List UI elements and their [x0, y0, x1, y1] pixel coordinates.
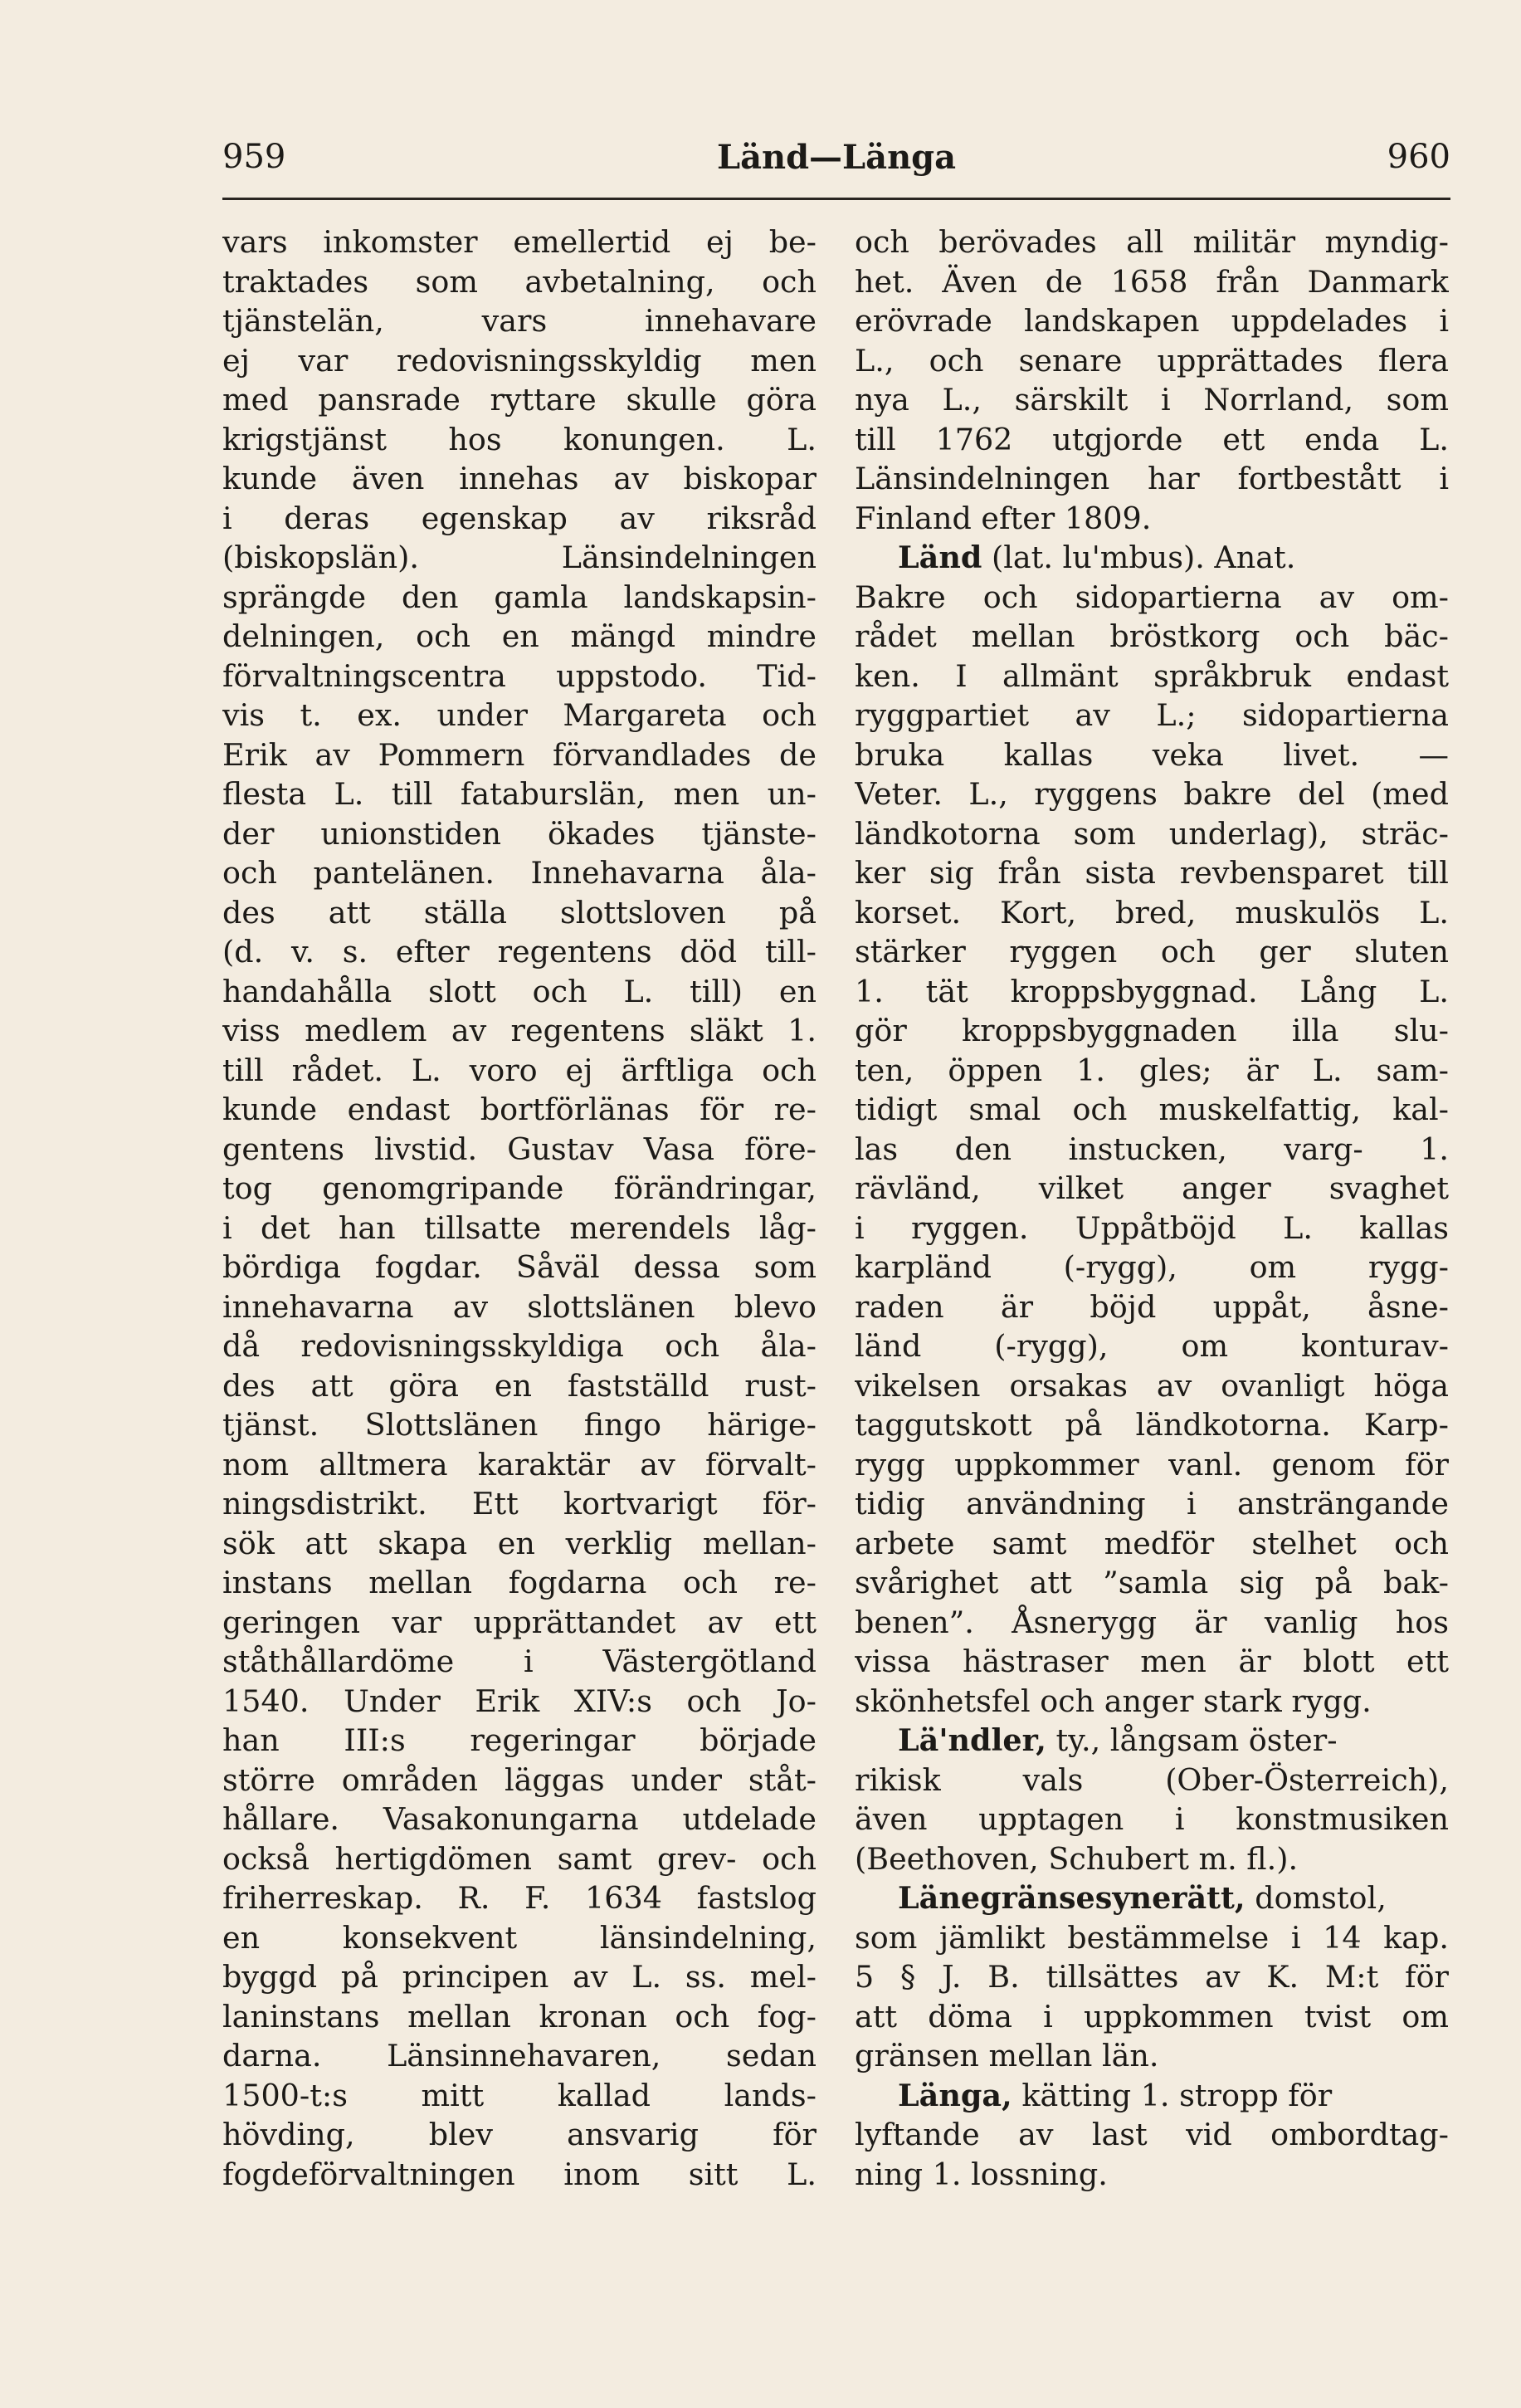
text-line: sök att skapa en verklig mellan- [222, 1525, 817, 1561]
text-line: ken. I allmänt språkbruk endast [855, 657, 1449, 694]
text-line: flesta L. till fataburslän, men un- [222, 776, 817, 812]
text-line: en konsekvent länsindelning, [222, 1919, 817, 1956]
text-line: instans mellan fogdarna och re- [222, 1565, 817, 1600]
text-line: krigstjänst hos konungen. L. [222, 421, 817, 457]
text-line: geringen var upprättandet av ett [222, 1604, 817, 1640]
text-line: benen”. Åsnerygg är vanlig hos [855, 1604, 1449, 1640]
text-line: taggutskott på ländkotorna. Karp- [855, 1407, 1449, 1443]
text-line: karpländ (-rygg), om rygg- [855, 1249, 1449, 1285]
text-line: der unionstiden ökades tjänste- [222, 815, 817, 852]
text-line: innehavarna av slottslänen blevo [222, 1288, 817, 1325]
text-line: ker sig från sista revbensparet till [855, 855, 1449, 891]
text-line: Finland efter 1809. [855, 500, 1152, 536]
text-line: fogdeförvaltningen inom sitt L. [222, 2156, 817, 2192]
entry-landler [855, 1721, 1449, 1761]
page-number-right: 960 [1387, 138, 1450, 176]
text-line: 1500-t:s mitt kallad lands- [222, 2077, 817, 2113]
text-line: och berövades all militär myndig- [855, 224, 1449, 260]
text-line: traktades som avbetalning, och [222, 263, 817, 300]
text-line: tidigt smal och muskelfattig, kal- [855, 1092, 1449, 1127]
entry-langa [855, 2076, 1449, 2116]
text-line: tjänstelän, vars innehavare [222, 303, 817, 339]
text-line: rävländ, vilket anger svaghet [855, 1170, 1449, 1206]
text-line: viss medlem av regentens släkt 1. [222, 1013, 817, 1048]
text-line: nom alltmera karaktär av förvalt- [222, 1446, 817, 1482]
header-rule [222, 198, 1450, 200]
text-line: hållare. Vasakonungarna utdelade [222, 1801, 817, 1837]
text-line: vars inkomster emellertid ej be- [222, 224, 817, 260]
text-line: delningen, och en mängd mindre [222, 618, 817, 654]
text-line: också hertigdömen samt grev- och [222, 1840, 817, 1877]
entry-headword: Länga, [898, 2077, 1012, 2113]
page-header [222, 138, 1450, 188]
text-line: han III:s regeringar började [222, 1722, 817, 1758]
text-line: 5 § J. B. tillsättes av K. M:t för [855, 1959, 1449, 1995]
text-line: tidig användning i ansträngande [855, 1486, 1449, 1521]
text-line: (biskopslän). Länsindelningen [222, 540, 817, 575]
entry-lanegransesyneratt [855, 1878, 1449, 1918]
text-line: i ryggen. Uppåtböjd L. kallas [855, 1209, 1449, 1246]
entry-headword: Lä'ndler, [898, 1722, 1046, 1758]
right-column [855, 222, 1449, 2194]
page-number-left: 959 [222, 138, 286, 176]
text-line: till 1762 utgjorde ett enda L. [855, 421, 1449, 457]
text-line: stärker ryggen och ger sluten [855, 934, 1449, 970]
text-line: tjänst. Slottslänen fingo härige- [222, 1407, 817, 1443]
text-line: skönhetsfel och anger stark rygg. [855, 1683, 1372, 1719]
text-line: vikelsen orsakas av ovanligt höga [855, 1367, 1449, 1404]
text-line: des att ställa slottsloven på [222, 894, 817, 930]
text-line: (d. v. s. efter regentens död till- [222, 934, 817, 970]
text-line: även upptagen i konstmusiken [855, 1801, 1449, 1837]
entry-text: domstol, [1245, 1880, 1387, 1916]
text-line: ningsdistrikt. Ett kortvarigt för- [222, 1486, 817, 1521]
text-line: som jämlikt bestämmelse i 14 kap. [855, 1919, 1449, 1956]
text-line: Länsindelningen har fortbestått i [855, 461, 1449, 496]
text-line: ning 1. lossning. [855, 2156, 1108, 2192]
text-line: laninstans mellan kronan och fog- [222, 1998, 817, 2034]
text-line: sprängde den gamla landskapsin- [222, 579, 817, 615]
text-line: het. Även de 1658 från Danmark [855, 263, 1449, 300]
text-line: Bakre och sidopartierna av om- [855, 579, 1449, 615]
text-line: rygg uppkommer vanl. genom för [855, 1446, 1449, 1482]
text-line: korset. Kort, bred, muskulös L. [855, 894, 1449, 930]
entry-text: kätting 1. stropp för [1012, 2077, 1333, 2113]
text-line: förvaltningscentra uppstodo. Tid- [222, 657, 817, 694]
left-column [222, 222, 817, 2194]
text-line: hövding, blev ansvarig för [222, 2117, 817, 2152]
text-line: Erik av Pommern förvandlades de [222, 736, 817, 773]
text-line: då redovisningsskyldiga och åla- [222, 1328, 817, 1364]
text-line: arbete samt medför stelhet och [855, 1525, 1449, 1561]
text-line: Veter. L., ryggens bakre del (med [855, 776, 1449, 812]
text-line: med pansrade ryttare skulle göra [222, 382, 817, 418]
text-line: ten, öppen 1. gles; är L. sam- [855, 1052, 1449, 1088]
entry-land [855, 538, 1449, 578]
text-line: handahålla slott och L. till) en [222, 973, 817, 1009]
text-line: och pantelänen. Innehavarna åla- [222, 855, 817, 891]
text-line: friherreskap. R. F. 1634 fastslog [222, 1880, 817, 1916]
text-line: i deras egenskap av riksråd [222, 500, 817, 536]
entry-text: (lat. lu'mbus). Anat. [982, 540, 1296, 575]
text-line: rådet mellan bröstkorg och bäc- [855, 618, 1449, 654]
text-line: svårighet att ”samla sig på bak- [855, 1565, 1449, 1600]
text-line: las den instucken, varg- 1. [855, 1131, 1449, 1167]
text-line: i det han tillsatte merendels låg- [222, 1209, 817, 1246]
text-line: byggd på principen av L. ss. mel- [222, 1959, 817, 1995]
text-line: tog genomgripande förändringar, [222, 1170, 817, 1206]
entry-headword: Länegränsesynerätt, [898, 1880, 1246, 1916]
text-line: rikisk vals (Ober-Österreich), [855, 1761, 1449, 1798]
text-line: gränsen mellan län. [855, 2038, 1159, 2073]
text-line: ej var redovisningsskyldig men [222, 342, 817, 379]
text-line: kunde endast bortförlänas för re- [222, 1092, 817, 1127]
text-line: ländkotorna som underlag), sträc- [855, 815, 1449, 852]
text-line: större områden läggas under ståt- [222, 1761, 817, 1798]
text-line: nya L., särskilt i Norrland, som [855, 382, 1449, 418]
text-line: gentens livstid. Gustav Vasa före- [222, 1131, 817, 1167]
entry-text: ty., långsam öster- [1046, 1722, 1338, 1758]
text-line: 1540. Under Erik XIV:s och Jo- [222, 1683, 817, 1719]
text-line: till rådet. L. voro ej ärftliga och [222, 1052, 817, 1088]
entry-headword: Länd [898, 540, 982, 575]
text-line: raden är böjd uppåt, åsne- [855, 1288, 1449, 1325]
text-line: (Beethoven, Schubert m. fl.). [855, 1840, 1299, 1877]
text-line: vis t. ex. under Margareta och [222, 697, 817, 733]
text-line: L., och senare upprättades flera [855, 342, 1449, 379]
text-line: 1. tät kroppsbyggnad. Lång L. [855, 973, 1449, 1009]
text-line: ryggpartiet av L.; sidopartierna [855, 697, 1449, 733]
text-line: vissa hästraser men är blott ett [855, 1644, 1449, 1679]
text-line: gör kroppsbyggnaden illa slu- [855, 1013, 1449, 1048]
text-line: ståthållardöme i Västergötland [222, 1644, 817, 1679]
text-line: bördiga fogdar. Såväl dessa som [222, 1249, 817, 1285]
running-title: Länd—Länga [716, 138, 957, 177]
text-line: länd (-rygg), om konturav- [855, 1328, 1449, 1364]
text-line: erövrade landskapen uppdelades i [855, 303, 1449, 339]
text-line: lyftande av last vid ombordtag- [855, 2117, 1449, 2152]
text-line: att döma i uppkommen tvist om [855, 1998, 1449, 2034]
text-line: darna. Länsinnehavaren, sedan [222, 2038, 817, 2073]
text-line: bruka kallas veka livet. — [855, 736, 1449, 773]
text-line: kunde även innehas av biskopar [222, 461, 817, 496]
text-line: des att göra en fastställd rust- [222, 1367, 817, 1404]
